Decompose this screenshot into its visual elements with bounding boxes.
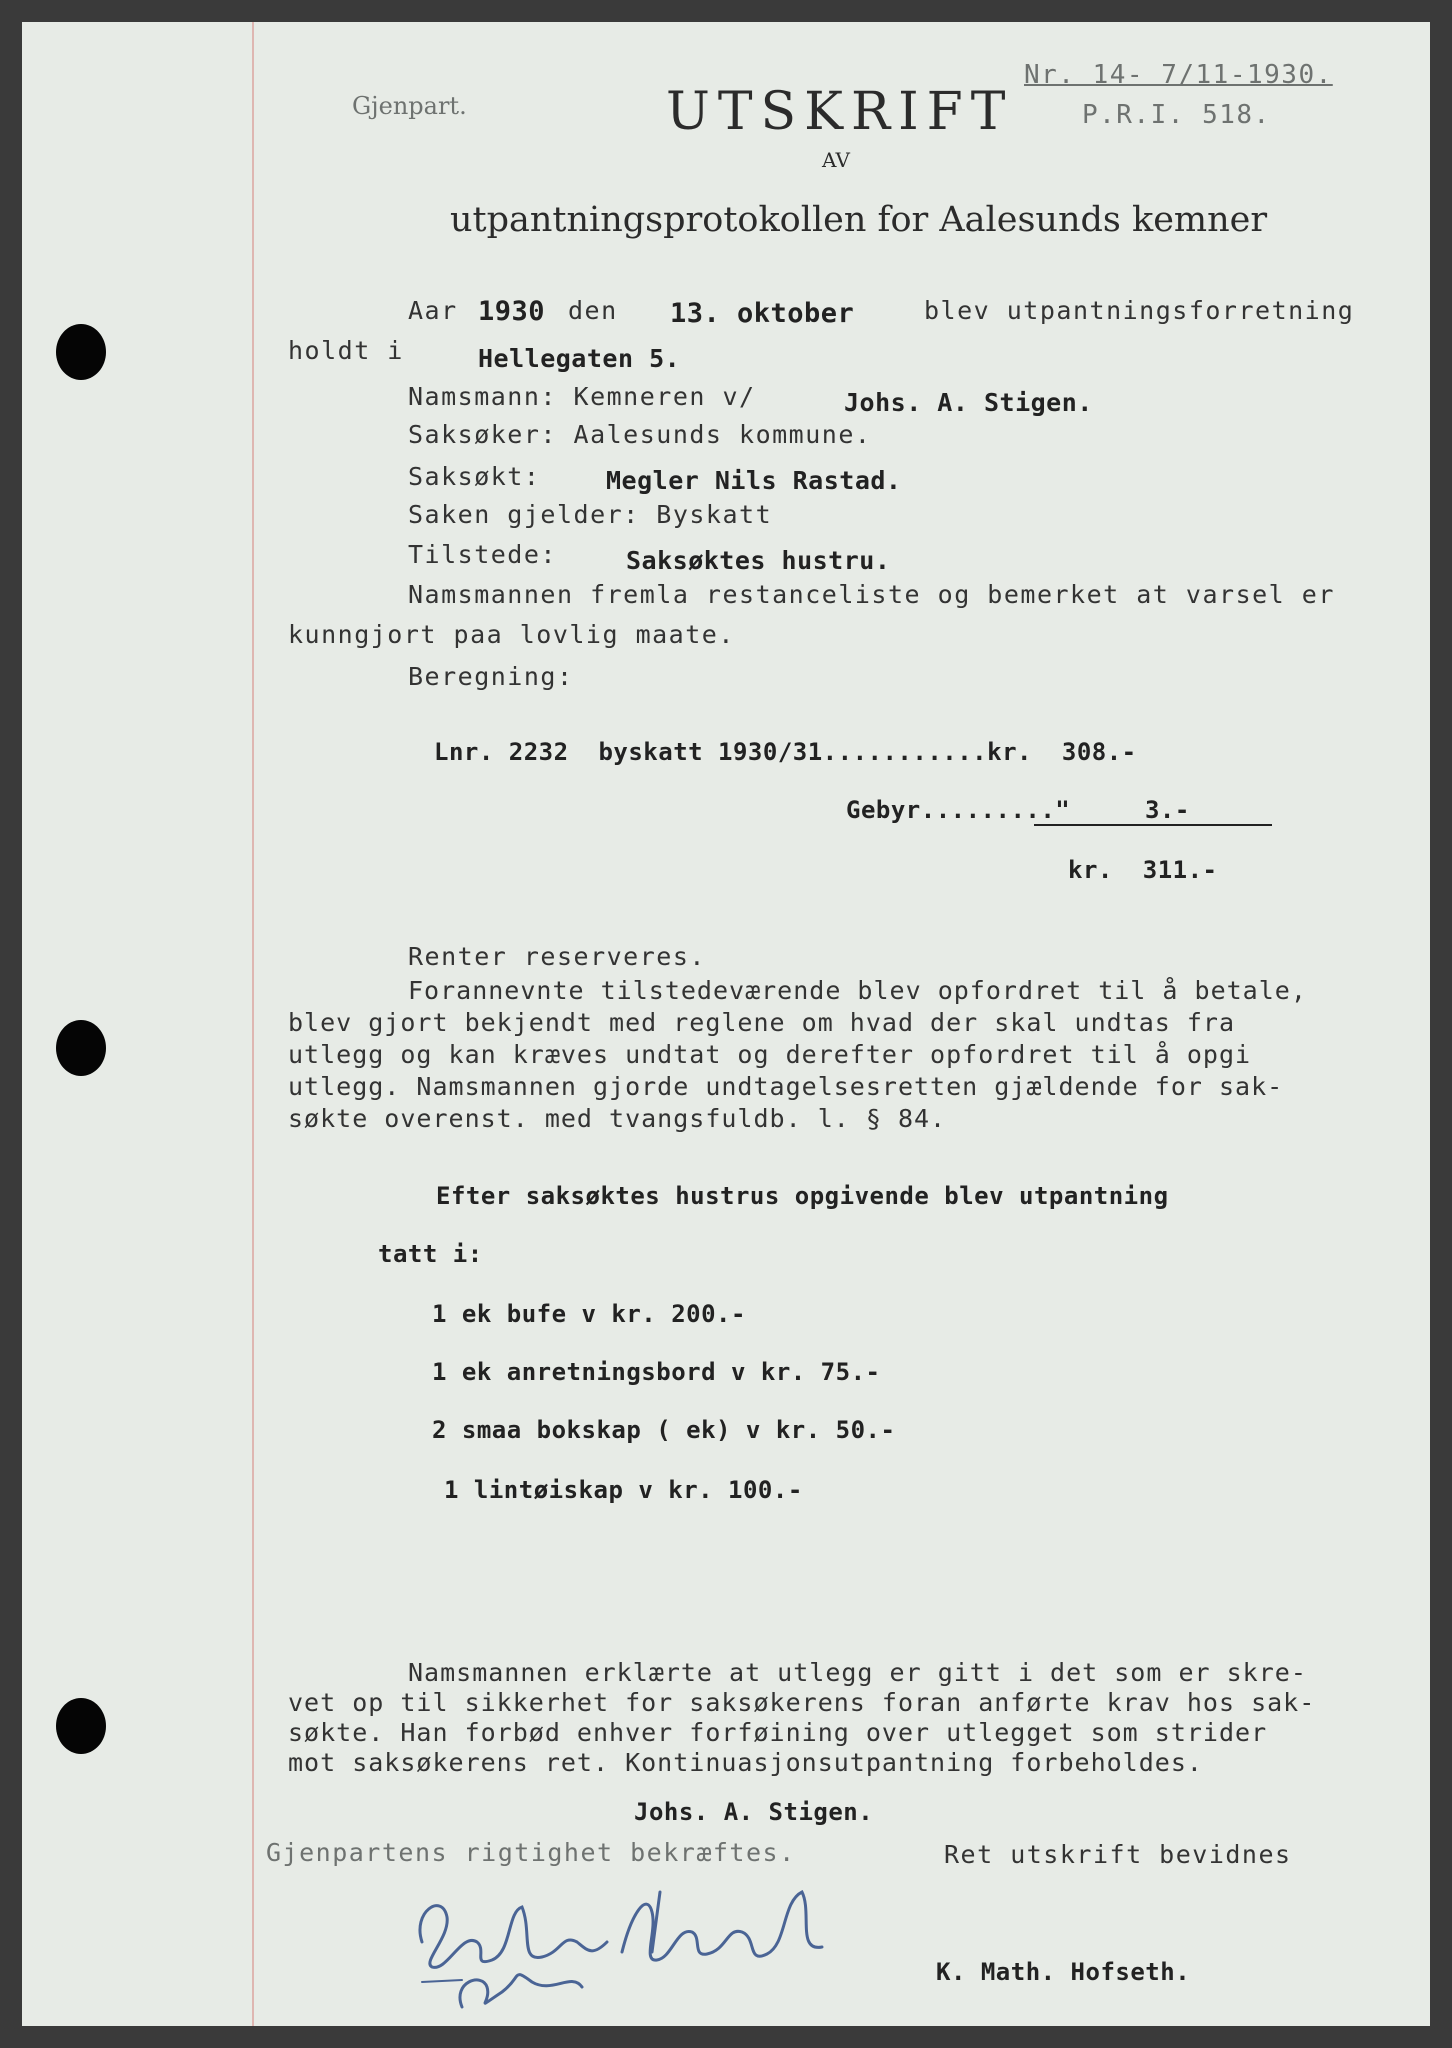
margin-line: [252, 22, 254, 2026]
calc-line: Lnr. 2232 byskatt 1930/31...........kr. 308.-: [434, 738, 1137, 766]
para2-line: utlegg og kan kræves undtat og derefter opfordret til å opgi: [288, 1040, 1252, 1069]
document-subtitle: utpantningsprotokollen for Aalesunds kemner: [450, 200, 1268, 240]
footer-right-name: K. Math. Hofseth.: [936, 1958, 1191, 1986]
saken-gjelder: Saken gjelder: Byskatt: [408, 500, 773, 529]
tilstede-value: Saksøktes hustru.: [626, 546, 891, 575]
efter-line: Efter saksøktes hustrus opgivende blev utpantning: [436, 1182, 1169, 1210]
intro-blev-text: blev utpantningsforretning: [924, 296, 1355, 325]
namsmann-value: Johs. A. Stigen.: [844, 388, 1093, 417]
punch-hole: [56, 1020, 106, 1076]
para2-line: Forannevnte tilstedeværende blev opfordret til å betale,: [408, 976, 1307, 1005]
para2-line: søkte overenst. med tvangsfuldb. l. § 84.: [288, 1104, 947, 1133]
document-page: [22, 22, 1430, 2026]
renter-reserveres: Renter reserveres.: [408, 942, 706, 971]
para1-line: Namsmannen fremla restanceliste og bemerket at varsel er: [408, 580, 1335, 609]
seized-item: 1 lintøiskap v kr. 100.-: [444, 1476, 803, 1504]
saksoker: Saksøker: Aalesunds kommune.: [408, 420, 872, 449]
punch-hole: [56, 324, 106, 380]
sum-underline: [1034, 824, 1272, 826]
saksokt-label: Saksøkt:: [408, 462, 541, 491]
saksokt-value: Megler Nils Rastad.: [606, 466, 902, 495]
para3-line: vet op til sikkerhet for saksøkerens foran anførte krav hos sak-: [288, 1688, 1316, 1717]
seized-item: 1 ek bufe v kr. 200.-: [432, 1300, 746, 1328]
beregning-label: Beregning:: [408, 662, 574, 691]
namsmann-label: Namsmann: Kemneren v/: [408, 382, 756, 411]
reference-number: Nr. 14- 7/11-1930.: [1024, 60, 1333, 90]
punch-hole: [56, 1698, 106, 1754]
handwritten-signature: [402, 1872, 882, 2012]
para3-line: søkte. Han forbød enhver forføining over utlegget som strider: [288, 1718, 1268, 1747]
para3-line: mot saksøkerens ret. Kontinuasjonsutpantning forbeholdes.: [288, 1748, 1203, 1777]
tatt-i: tatt i:: [378, 1240, 483, 1268]
aar-label: Aar: [408, 296, 458, 325]
calc-fee-line: Gebyr........." 3.-: [846, 796, 1190, 824]
document-title: UTSKRIFT: [666, 82, 1014, 142]
para3-line: Namsmannen erklærte at utlegg er gitt i det som er skre-: [408, 1658, 1307, 1687]
date: 13. oktober: [670, 298, 855, 329]
tilstede-label: Tilstede:: [408, 540, 557, 569]
copy-mark: Gjenpart.: [352, 92, 467, 120]
year: 1930: [478, 296, 546, 327]
holdt-label: holdt i: [288, 336, 404, 365]
calc-total: kr. 311.-: [1068, 856, 1218, 884]
footer-right: Ret utskrift bevidnes: [944, 1840, 1292, 1869]
seized-item: 2 smaa bokskap ( ek) v kr. 50.-: [432, 1416, 896, 1444]
den-label: den: [568, 296, 618, 325]
para2-line: blev gjort bekjendt med reglene om hvad der skal undtas fra: [288, 1008, 1236, 1037]
para1-line: kunngjort paa lovlig maate.: [288, 620, 735, 649]
title-av: AV: [822, 148, 850, 172]
signer-name: Johs. A. Stigen.: [634, 1798, 874, 1826]
reference-pri: P.R.I. 518.: [1082, 100, 1271, 130]
place: Hellegaten 5.: [478, 344, 681, 373]
seized-item: 1 ek anretningsbord v kr. 75.-: [432, 1358, 881, 1386]
footer-left: Gjenpartens rigtighet bekræftes.: [266, 1838, 796, 1867]
para2-line: utlegg. Namsmannen gjorde undtagelsesretten gjældende for sak-: [288, 1072, 1284, 1101]
